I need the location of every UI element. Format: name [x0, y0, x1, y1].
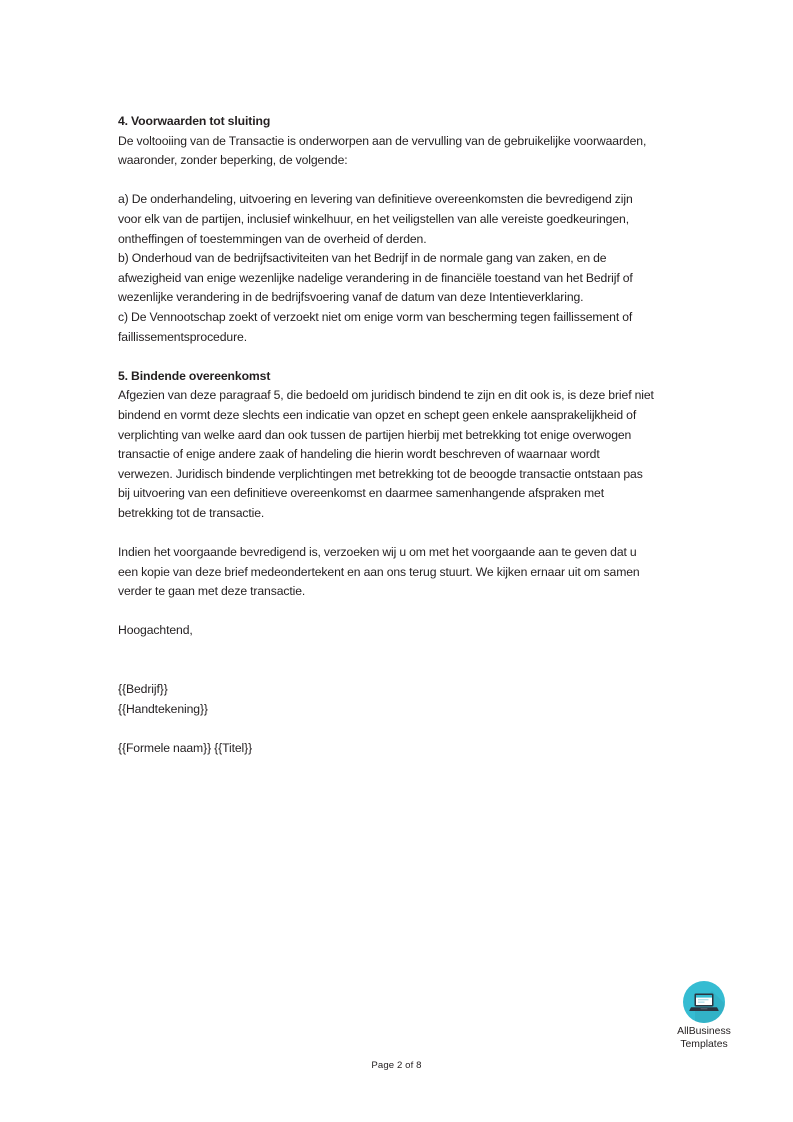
item-c-line-2: faillissementsprocedure. [118, 329, 248, 344]
document-section-4-items [118, 190, 700, 347]
salutation-line: Hoogachtend, [118, 623, 193, 638]
placeholder-formal-name-and-title: {{Formele naam}} {{Titel}} [118, 741, 253, 755]
document-signature-block [118, 680, 700, 719]
section-5-heading: 5. Bindende overeenkomst [118, 368, 271, 383]
document-body [118, 112, 700, 759]
document-closing-request [118, 543, 700, 602]
placeholder-company: {{Bedrijf}} [118, 682, 168, 697]
section-5-line-5: verwezen. Juridisch bindende verplichtingen met betrekking tot de beoogde transactie ontstaan pas [118, 466, 643, 481]
section-5-line-2: bindend en vormt deze slechts een indicatie van opzet en schept geen enkele aansprakelijkheid of [118, 407, 637, 422]
section-5-line-3: verplichting van welke aard dan ook tussen de partijen hierbij met betrekking tot enige overwogen [118, 427, 632, 442]
closing-request-line-1: Indien het voorgaande bevredigend is, verzoeken wij u om met het voorgaande aan te geven dat u [118, 545, 637, 560]
placeholder-signature: {{Handtekening}} [118, 701, 208, 716]
item-a-line-1: a) De onderhandeling, uitvoering en levering van definitieve overeenkomsten die bevredigend zijn [118, 192, 633, 207]
spacer-after-section-4-intro [118, 171, 700, 191]
document-section-4 [118, 112, 700, 171]
page-number-footer: Page 2 of 8 [371, 1060, 422, 1071]
logo-wordmark-line-2: Templates [680, 1038, 728, 1050]
document-section-5 [118, 367, 700, 524]
section-4-line-2: waaronder, zonder beperking, de volgende: [118, 153, 348, 168]
spacer-before-section-5 [118, 347, 700, 367]
spacer-before-salutation [118, 602, 700, 622]
laptop-in-circle-icon [682, 980, 726, 1024]
spacer-salutation-2 [118, 661, 700, 681]
section-4-heading: 4. Voorwaarden tot sluiting [118, 114, 271, 128]
document-signer-name [118, 739, 700, 759]
logo-wordmark [668, 1026, 740, 1051]
item-a-line-2: voor elk van de partijen, inclusief winkelhuur, en het veiligstellen van alle vereiste goedkeuringen, [118, 211, 629, 226]
spacer-salutation-1 [118, 641, 700, 661]
allbusiness-templates-logo [668, 980, 740, 1051]
item-c-line-1: c) De Vennootschap zoekt of verzoekt niet om enige vorm van bescherming tegen faillissement of [118, 309, 633, 324]
item-b-line-3: wezenlijke verandering in de bedrijfsvoering vanaf de datum van deze Intentieverklaring. [118, 290, 584, 305]
logo-wordmark-line-1: AllBusiness [677, 1026, 731, 1037]
item-b-line-2: afwezigheid van enige wezenlijke nadelige verandering in de financiële toestand van het Bedrijf of [118, 270, 633, 285]
section-5-line-1: Afgezien van deze paragraaf 5, die bedoeld om juridisch bindend te zijn en dit ook is, is deze brief niet [118, 388, 654, 403]
section-5-line-4: transactie of enige andere zaak of handeling die hierin wordt beschreven of waarnaar wordt [118, 447, 600, 462]
section-4-line-1: De voltooiing van de Transactie is onderworpen aan de vervulling van de gebruikelijke voorwaarden, [118, 133, 647, 148]
closing-request-line-2: een kopie van deze brief medeondertekent en aan ons terug stuurt. We kijken ernaar uit om samen [118, 564, 640, 579]
document-salutation [118, 621, 700, 641]
section-5-line-6: bij uitvoering van een definitieve overeenkomst en daarmee samenhangende afspraken met [118, 486, 605, 501]
section-5-line-7: betrekking tot de transactie. [118, 505, 265, 520]
spacer-before-signer-name [118, 719, 700, 739]
item-a-line-3: ontheffingen of toestemmingen van de overheid of derden. [118, 231, 427, 246]
item-b-line-1: b) Onderhoud van de bedrijfsactiviteiten van het Bedrijf in de normale gang van zaken, en de [118, 251, 607, 266]
closing-request-line-3: verder te gaan met deze transactie. [118, 584, 306, 599]
spacer-before-closing-request [118, 523, 700, 543]
